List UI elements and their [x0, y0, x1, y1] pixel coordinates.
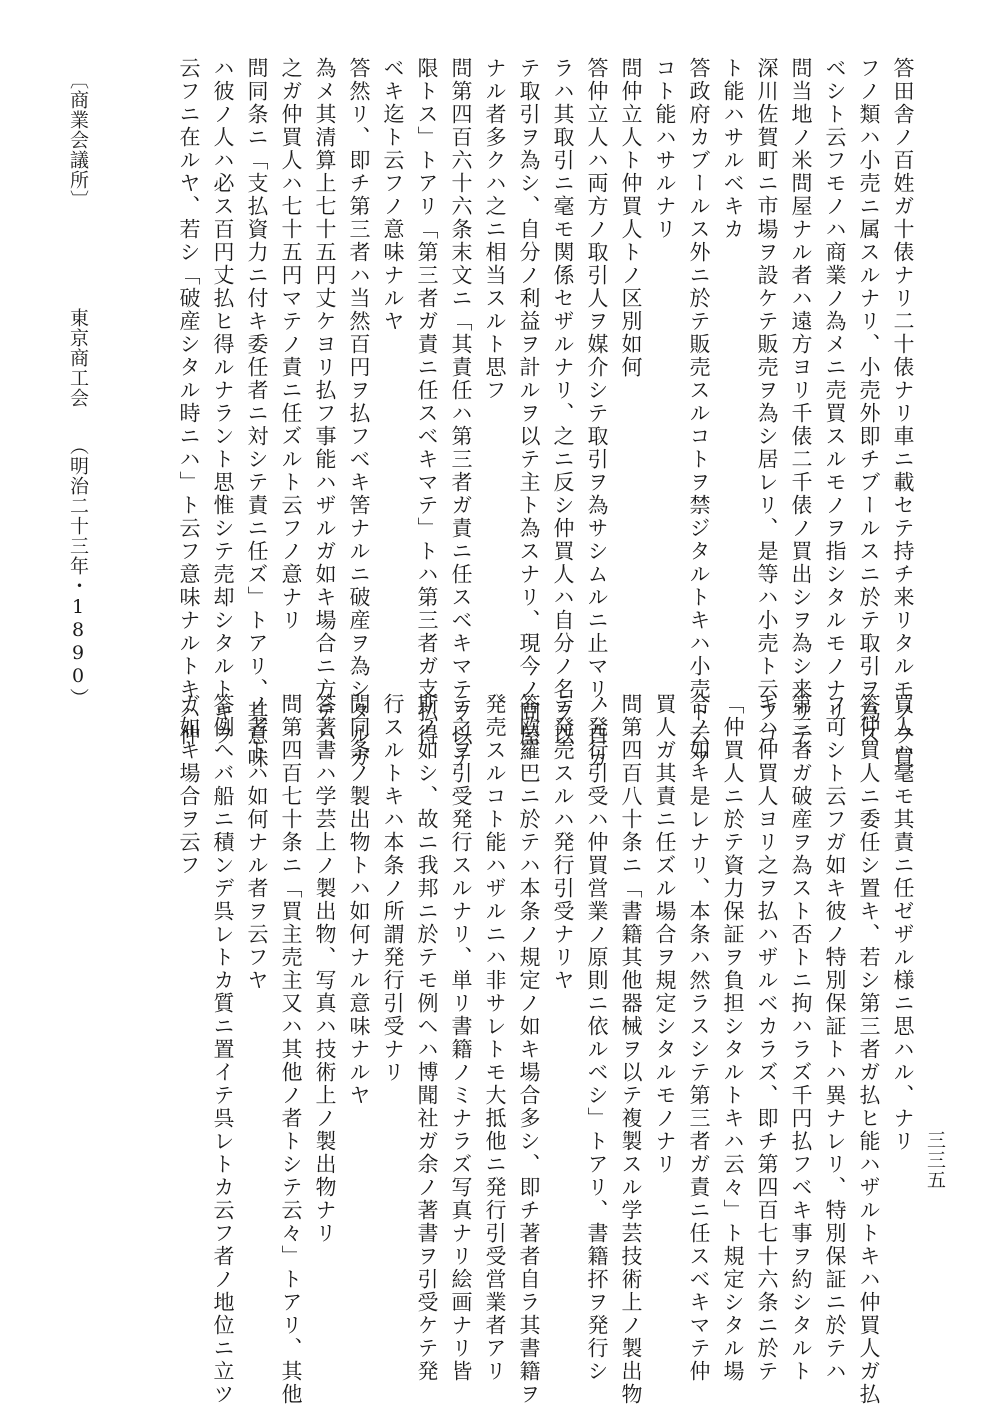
text-line: 深川佐賀町ニ市場ヲ設ケテ販売ヲ為シ居レリ、是等ハ小売ト云フコ [755, 57, 779, 747]
text-line: ノ者トハ如何ナル者ヲ云フヤ [245, 693, 269, 992]
text-line: フノ類ハ小売ニ属スルナリ、小売外即チブールスニ於テ取引ヲ為ス [857, 57, 881, 747]
text-line: 斯ノ如シ、故ニ我邦ニ於テモ例ヘハ博聞社ガ余ノ著書ヲ引受ケテ発 [415, 693, 439, 1383]
text-line: 答仲買人ニ委任シ置キ、若シ第三者ガ払ヒ能ハザルトキハ仲買人ガ払 [857, 693, 881, 1406]
text-line: 買人ガ其責ニ任ズル場合ヲ規定シタルモノナリ [653, 693, 677, 1176]
text-line: 「仲買人ニ於テ資力保証ヲ負担シタルトキハ云々」ト規定シタル場 [721, 693, 745, 1383]
page-number: 三三五 [924, 1130, 946, 1190]
text-line: 答田舎ノ百姓ガ十俵ナリ二十俵ナリ車ニ載セテ持チ来リタルモノヲ買 [891, 57, 915, 770]
text-line: テ取引ヲ為シ、自分ノ利益ヲ計ルヲ以テ主ト為スナリ、現今ノ問屋 [517, 57, 541, 747]
text-line: コト能ハサルナリ [653, 57, 677, 241]
text-line: 問当地ノ米問屋ナル者ハ遠方ヨリ千俵二千俵ノ買出シヲ為シ来リテ、 [789, 57, 813, 770]
text-line: 為メ其清算上七十五円丈ケヨリ払フ事能ハザルガ如キ場合ニ方テハ [313, 57, 337, 747]
text-line: 問同条ノ製出物トハ如何ナル意味ナルヤ [347, 693, 371, 1107]
text-line: 問第四百八十条ニ「書籍其他器械ヲ以テ複製スル学芸技術上ノ製出物 [619, 693, 643, 1406]
footer-era-date: （明治二十三年・1890） [67, 436, 89, 708]
text-line: 買人ハ毫モ其責ニ任ゼザル様ニ思ハル、ナリ [891, 693, 915, 1153]
text-line: 云フニ在ルヤ、若シ「破産シタル時ニハ」ト云フ意味ナルトキハ仲 [177, 57, 201, 747]
text-line: テ之ヲ引受発行スルナリ、単リ書籍ノミナラズ写真ナリ絵画ナリ皆 [449, 693, 473, 1383]
text-line: 答欧羅巴ニ於テハ本条ノ規定ノ如キ場合多シ、即チ著者自ラ其書籍ヲ [517, 693, 541, 1406]
text-line: フ可シト云フガ如キ彼ノ特別保証トハ異ナレリ、特別保証ニ於テハ [823, 693, 847, 1383]
text-line: 答例ヘバ船ニ積ンデ呉レトカ質ニ置イテ呉レトカ云フ者ノ地位ニ立ツ [211, 693, 235, 1406]
text-line: 問第四百六十六条末文ニ「其責任ハ第三者ガ責ニ任スベキマテヲ以テ [449, 57, 473, 770]
text-line: 発売スルコト能ハザルニハ非サレトモ大抵他ニ発行引受営業者アリ [483, 693, 507, 1383]
text-line: 答然リ、即チ第三者ハ当然百円ヲ払フベキ筈ナルニ破産ヲ為シタルガ [347, 57, 371, 770]
text-line: テ発売スルハ発行引受ナリヤ [551, 693, 575, 992]
text-line: ハ彼ノ人ハ必ス百円丈払ヒ得ルナラント思惟シテ売却シタルトキヲ [211, 57, 235, 747]
text-line: ガ如キ場合ヲ云フ [177, 693, 201, 877]
text-line: ナル者多クハ之ニ相当スルト思フ [483, 57, 507, 402]
text-line: ト能ハサルベキカ [721, 57, 745, 241]
text-line: キハ仲買人ヨリ之ヲ払ハザルベカラズ、即チ第四百七十六条ニ於テ [755, 693, 779, 1383]
text-line: 答仲立人ハ両方ノ取引人ヲ媒介シテ取引ヲ為サシムルニ止マリ、自カ [585, 57, 609, 770]
text-line: 問仲立人ト仲買人トノ区別如何 [619, 57, 643, 379]
footer-source-label: 〔商業会議所〕 [67, 70, 89, 210]
text-line: 合ノ如キ是レナリ、本条ハ然ラスシテ第三者ガ責ニ任スベキマテ仲 [687, 693, 711, 1383]
footer-organization: 東京商工会 [67, 308, 89, 408]
text-line: 答著書ハ学芸上ノ製出物、写真ハ技術上ノ製出物ナリ [313, 693, 337, 1245]
text-line: 行スルトキハ本条ノ所謂発行引受ナリ [381, 693, 405, 1084]
text-line: ベシト云フモノハ商業ノ為メニ売買スルモノヲ指シタルモノナリ [823, 57, 847, 724]
text-line: 限トス」トアリ「第三者ガ責ニ任スベキマテ」トハ第三者ガ支払得 [415, 57, 439, 747]
text-line: 問同条ニ「支払資力ニ付キ委任者ニ対シテ責ニ任ズ」トアリ、其意味 [245, 57, 269, 770]
text-line: 問第四百七十条ニ「買主売主又ハ其他ノ者トシテ云々」トアリ、其他 [279, 693, 303, 1406]
text-line: ベキ迄ト云フノ意味ナルヤ [381, 57, 405, 333]
text-line: ノ発行引受ハ仲買営業ノ原則ニ依ルベシ」トアリ、書籍抔ヲ発行シ [585, 693, 609, 1383]
text-line: 第三者ガ破産ヲ為スト否トニ拘ハラズ千円払フベキ事ヲ約シタルト [789, 693, 813, 1383]
text-line: ラハ其取引ニ毫モ関係セザルナリ、之ニ反シ仲買人ハ自分ノ名ヲ以 [551, 57, 575, 747]
text-line: 答政府カブールス外ニ於テ販売スルコトヲ禁ジタルトキハ小売ト云フ [687, 57, 711, 770]
text-line: 之ガ仲買人ハ七十五円マテノ責ニ任ズルト云フノ意ナリ [279, 57, 303, 632]
